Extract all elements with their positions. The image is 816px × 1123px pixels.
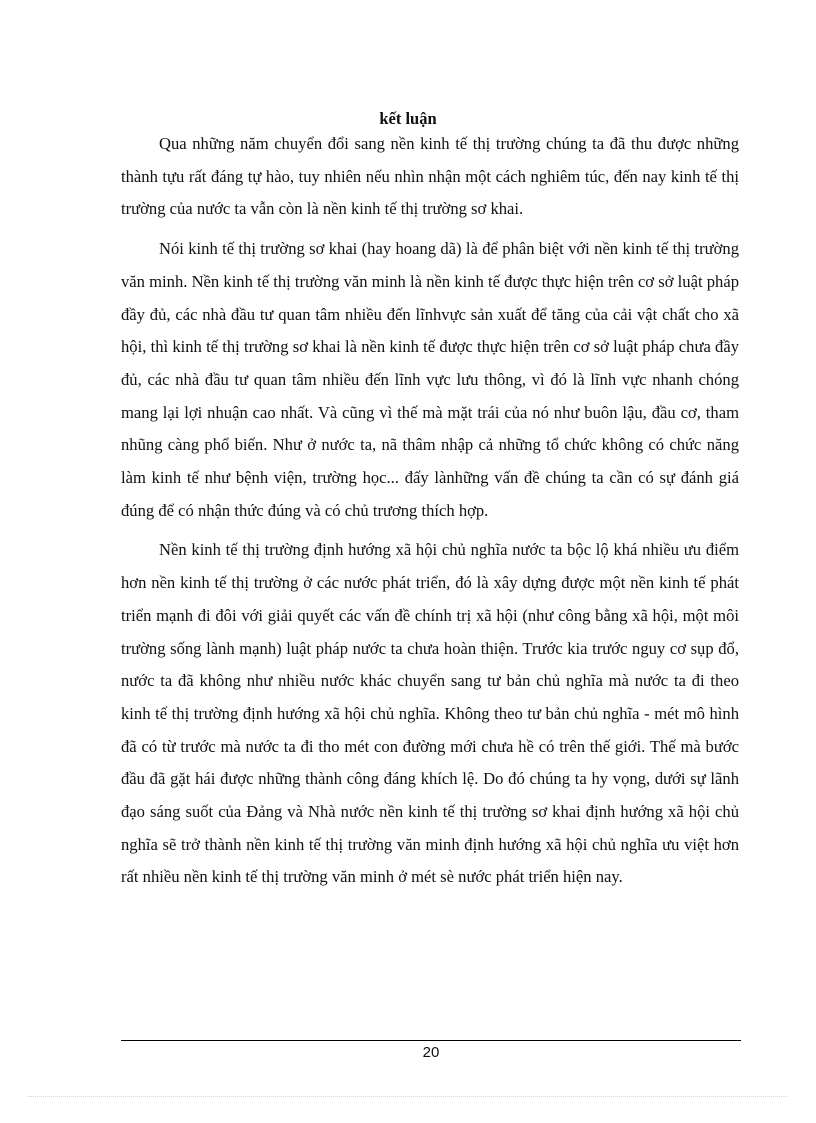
paragraph-1: Qua những năm chuyển đổi sang nền kinh tế thị trường chúng ta đã thu được những thành tựu rất đáng tự hào, tuy nhiên nếu nhìn nhận một cách nghiêm túc, đến nay kinh tế thị trường của nước ta vẫn còn là nền kinh tế thị trường sơ khai.	[121, 134, 739, 219]
paragraph-2: Nói kinh tế thị trường sơ khai (hay hoang dã) là để phân biệt với nền kinh tế thị trường văn minh. Nền kinh tế thị trường văn minh là nền kinh tế được thực hiện trên cơ sở luật pháp đầy đủ, các nhà đầu tư quan tâm nhiều đến lĩnhvực sản xuất để tăng của cải vật chất cho xã hội, thì kinh tế thị trường sơ khai là nền kinh tế được thực hiện trên cơ sở luật pháp chưa đầy đủ, các nhà đầu tư quan tâm nhiều đến lĩnh vực lưu thông, vì đó là lĩnh vực nhanh chóng mang lại lợi nhuận cao nhất. Và cũng vì thế mà mặt trái của nó như buôn lậu, đầu cơ, tham nhũng càng phổ biến. Như ở nước ta, nã thâm nhập cả những tổ chức không có chức năng làm kinh tế như bệnh viện, trường học... đấy lànhững vấn đề chúng ta cần có sự đánh giá đúng để có nhận thức đúng và có chủ trương thích hợp.	[121, 239, 739, 520]
footer-divider	[121, 1040, 741, 1041]
page-number: 20	[422, 1044, 440, 1061]
body-text	[121, 128, 739, 894]
page-edge-divider	[28, 1096, 788, 1097]
paragraph-3: Nền kinh tế thị trường định hướng xã hội chủ nghĩa nước ta bộc lộ khá nhiều ưu điểm hơn nền kinh tế thị trường ở các nước phát triển, đó là xây dựng được một nền kinh tế phát triển mạnh đi đôi với giải quyết các vấn đề chính trị xã hội (như công bằng xã hội, một môi trường sống lành mạnh) luật pháp nước ta chưa hoàn thiện. Trước kia trước nguy cơ sụp đổ, nước ta đã không như nhiều nước khác chuyển sang tư bản chủ nghĩa mà nước ta đi theo kinh tế thị trường định hướng xã hội chủ nghĩa. Không theo tư bản chủ nghĩa - mét mô hình đã có từ trước mà nước ta đi tho mét con đường mới chưa hề có trên thế giới. Thế mà bước đầu đã gặt hái được những thành công đáng khích lệ. Do đó chúng ta hy vọng, dưới sự lãnh đạo sáng suốt của Đảng và Nhà nước nền kinh tế thị trường sơ khai định hướng xã hội chủ nghĩa sẽ trở thành nền kinh tế thị trường văn minh định hướng xã hội chủ nghĩa ưu việt hơn rất nhiều nền kinh tế thị trường văn minh ở mét sè nước phát triển hiện nay.	[121, 540, 739, 887]
section-title: kết luận	[379, 109, 437, 128]
